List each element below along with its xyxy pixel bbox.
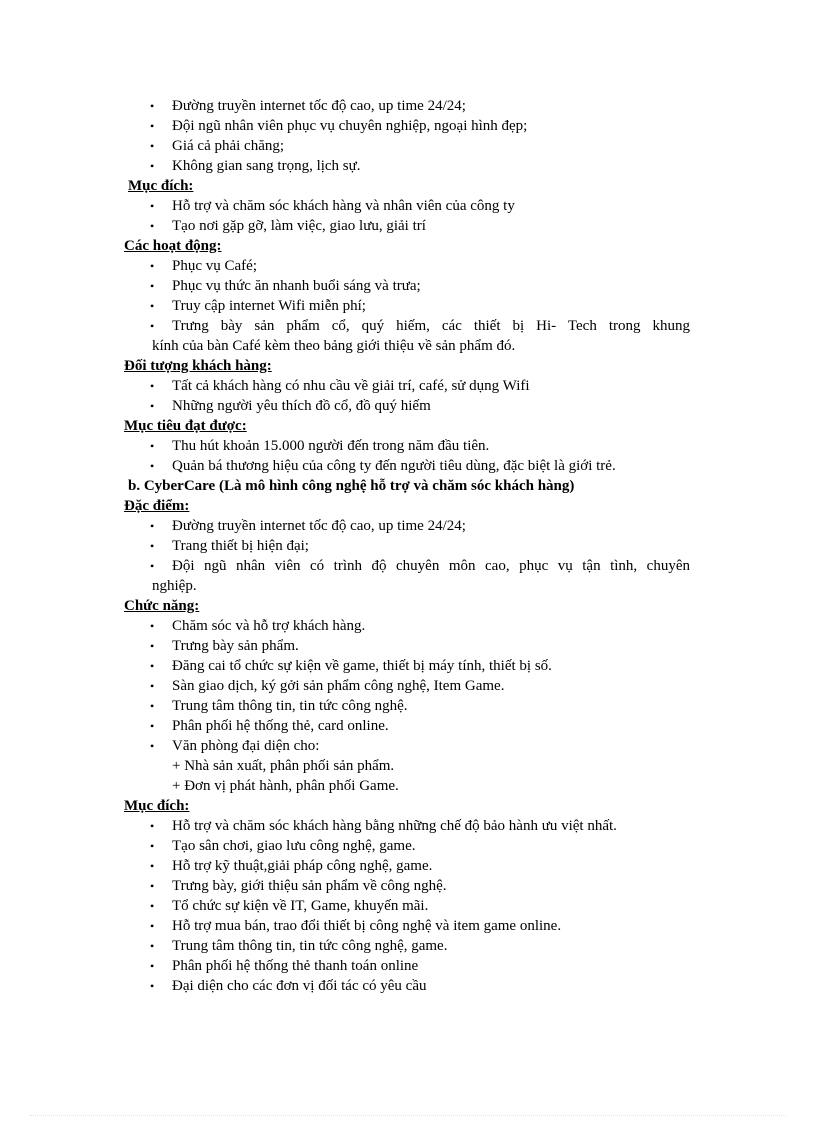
list-item: • Hỗ trợ mua bán, trao đổi thiết bị công nghệ và item game online. <box>0 916 816 936</box>
list-item-line: kính của bàn Café kèm theo bảng giới thiệu về sản phẩm đó. <box>152 338 516 354</box>
list-item: • Trang thiết bị hiện đại; <box>0 536 816 556</box>
list-item-long <box>0 316 816 356</box>
list-item: • Đường truyền internet tốc độ cao, up time 24/24; <box>0 516 816 536</box>
section-heading-muc-dich: Mục đích: <box>128 178 194 194</box>
list-item: • Văn phòng đại diện cho: <box>0 736 816 756</box>
list-item: • Hỗ trợ và chăm sóc khách hàng và nhân viên của công ty <box>0 196 816 216</box>
list-item: • Truy cập internet Wifi miễn phí; <box>0 296 816 316</box>
muc-tieu-list <box>0 436 816 476</box>
doi-tuong-list <box>0 376 816 416</box>
list-item: • Không gian sang trọng, lịch sự. <box>0 156 816 176</box>
section-heading-chuc-nang: Chức năng: <box>124 598 200 614</box>
list-item: • Hỗ trợ kỹ thuật,giải pháp công nghệ, game. <box>0 856 816 876</box>
list-item-line: nghiệp. <box>152 578 197 594</box>
section-heading-doi-tuong: Đối tượng khách hàng: <box>124 358 272 374</box>
document-page <box>0 96 816 996</box>
list-item: • Tạo sân chơi, giao lưu công nghệ, game. <box>0 836 816 856</box>
list-item: • Phục vụ thức ăn nhanh buổi sáng và trưa; <box>0 276 816 296</box>
intro-list <box>0 96 816 176</box>
list-item: • Đội ngũ nhân viên phục vụ chuyên nghiệp, ngoại hình đẹp; <box>0 116 816 136</box>
section-heading-hoat-dong: Các hoạt động: <box>124 238 222 254</box>
list-item: • Tổ chức sự kiện về IT, Game, khuyến mãi. <box>0 896 816 916</box>
muc-dich-2-list <box>0 816 816 996</box>
list-item: • Giá cả phải chăng; <box>0 136 816 156</box>
list-item: • Những người yêu thích đồ cổ, đồ quý hiếm <box>0 396 816 416</box>
list-item: • Trưng bày sản phẩm. <box>0 636 816 656</box>
hoat-dong-list <box>0 256 816 356</box>
list-item: • Quản bá thương hiệu của công ty đến người tiêu dùng, đặc biệt là giới trẻ. <box>0 456 816 476</box>
list-item: • Trung tâm thông tin, tin tức công nghệ. <box>0 696 816 716</box>
section-heading-muc-tieu: Mục tiêu đạt được: <box>124 418 247 434</box>
dac-diem-list <box>0 516 816 596</box>
list-item: • Trung tâm thông tin, tin tức công nghệ, game. <box>0 936 816 956</box>
list-item: • Tất cả khách hàng có nhu cầu về giải trí, café, sử dụng Wifi <box>0 376 816 396</box>
list-item: • Phân phối hệ thống thẻ thanh toán online <box>0 956 816 976</box>
section-heading-muc-dich-2: Mục đích: <box>124 798 190 814</box>
list-item-line: • Đội ngũ nhân viên có trình độ chuyên môn cao, phục vụ tận tình, chuyên <box>172 558 690 574</box>
list-item-long <box>0 556 816 596</box>
list-item: • Tạo nơi gặp gỡ, làm việc, giao lưu, giải trí <box>0 216 816 236</box>
muc-dich-list <box>0 196 816 236</box>
cybercare-title: b. CyberCare (Là mô hình công nghệ hỗ trợ và chăm sóc khách hàng) <box>128 478 575 494</box>
section-heading-dac-diem: Đặc điểm: <box>124 498 190 514</box>
chuc-nang-list <box>0 616 816 756</box>
list-item: • Đăng cai tổ chức sự kiện về game, thiết bị máy tính, thiết bị số. <box>0 656 816 676</box>
list-item: • Chăm sóc và hỗ trợ khách hàng. <box>0 616 816 636</box>
list-item: • Sàn giao dịch, ký gởi sản phẩm công nghệ, Item Game. <box>0 676 816 696</box>
list-item: • Thu hút khoản 15.000 người đến trong năm đầu tiên. <box>0 436 816 456</box>
list-item: • Phân phối hệ thống thẻ, card online. <box>0 716 816 736</box>
list-item-line: • Trưng bày sản phẩm cổ, quý hiếm, các thiết bị Hi- Tech trong khung <box>172 318 690 334</box>
page-edge-divider <box>30 1115 786 1116</box>
list-item: • Phục vụ Café; <box>0 256 816 276</box>
sub-item: + Nhà sản xuất, phân phối sản phẩm. <box>172 758 395 774</box>
list-item: • Hỗ trợ và chăm sóc khách hàng bằng những chế độ bảo hành ưu việt nhất. <box>0 816 816 836</box>
list-item: • Trưng bày, giới thiệu sản phẩm về công nghệ. <box>0 876 816 896</box>
list-item: • Đường truyền internet tốc độ cao, up time 24/24; <box>0 96 816 116</box>
sub-item: + Đơn vị phát hành, phân phối Game. <box>172 778 399 794</box>
list-item: • Đại diện cho các đơn vị đối tác có yêu cầu <box>0 976 816 996</box>
